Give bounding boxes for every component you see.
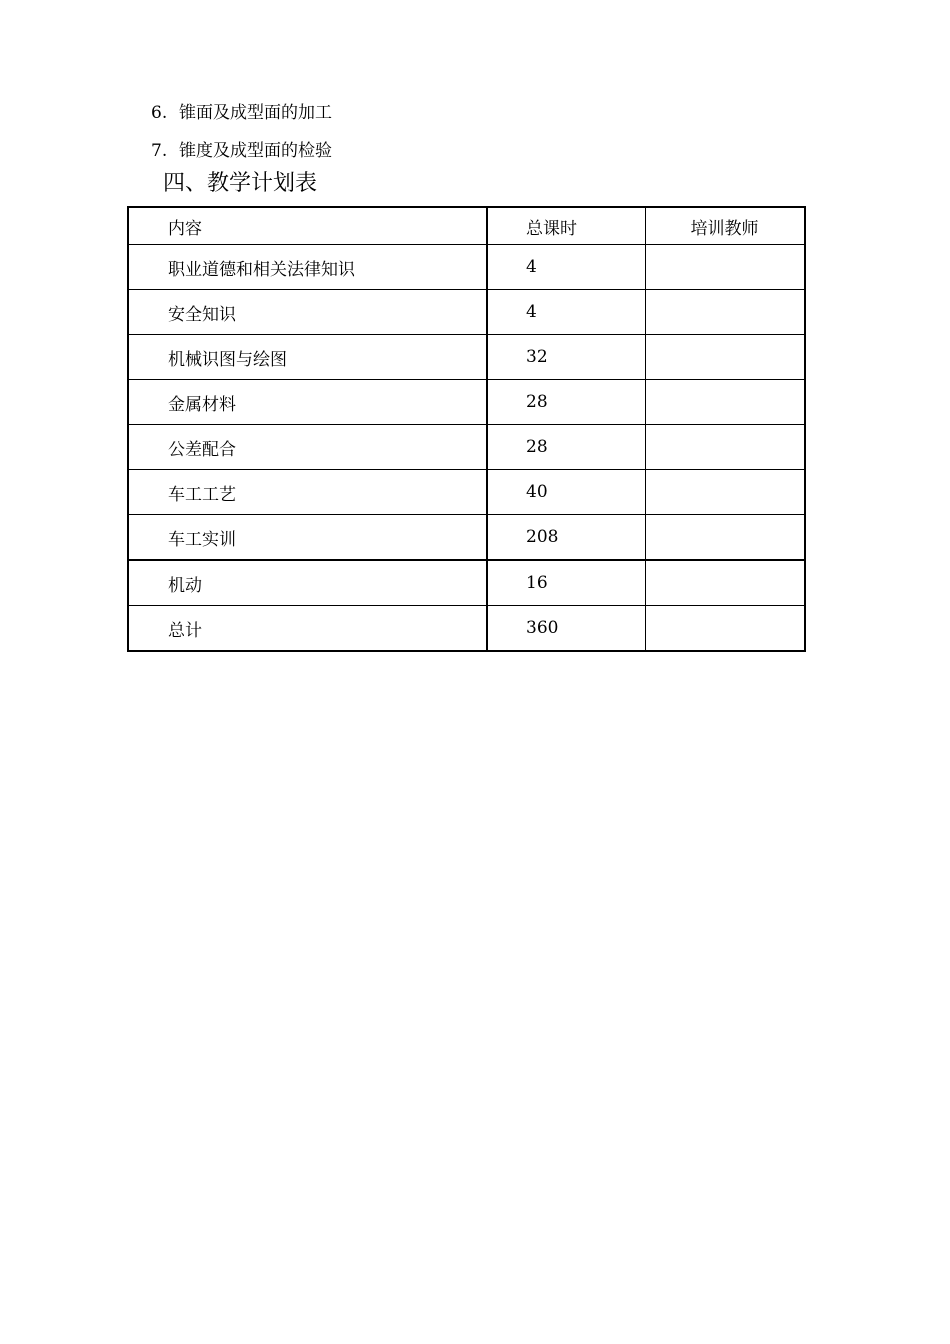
list-item: [151, 102, 332, 124]
header-content: 内容: [128, 207, 487, 245]
table-header-row: [128, 207, 805, 245]
cell-content: 车工实训: [128, 515, 487, 561]
list-item: [151, 140, 332, 162]
section-heading: 四、教学计划表: [163, 171, 318, 196]
table-row: [128, 515, 805, 561]
list-number: 6.: [151, 103, 168, 123]
table-row: [128, 470, 805, 515]
table-row: [128, 425, 805, 470]
cell-teacher: [645, 606, 805, 652]
header-hours: 总课时: [487, 207, 645, 245]
cell-teacher: [645, 335, 805, 380]
cell-hours: 28: [487, 380, 645, 425]
cell-content: 安全知识: [128, 290, 487, 335]
cell-teacher: [645, 560, 805, 606]
cell-content: 机械识图与绘图: [128, 335, 487, 380]
teaching-plan-table: [127, 206, 806, 652]
cell-teacher: [645, 515, 805, 561]
cell-teacher: [645, 380, 805, 425]
cell-hours: 28: [487, 425, 645, 470]
table-row: [128, 380, 805, 425]
list-number: 7.: [151, 141, 168, 161]
cell-content: 车工工艺: [128, 470, 487, 515]
table-row: [128, 290, 805, 335]
table-row-total: [128, 606, 805, 652]
table-row: [128, 245, 805, 290]
cell-content: 公差配合: [128, 425, 487, 470]
cell-content: 金属材料: [128, 380, 487, 425]
list-text: 锥度及成型面的检验: [179, 141, 332, 161]
cell-teacher: [645, 425, 805, 470]
cell-hours: 4: [487, 290, 645, 335]
cell-content: 职业道德和相关法律知识: [128, 245, 487, 290]
cell-teacher: [645, 290, 805, 335]
cell-content: 总计: [128, 606, 487, 652]
cell-hours: 360: [487, 606, 645, 652]
table-row: [128, 560, 805, 606]
cell-teacher: [645, 470, 805, 515]
cell-hours: 16: [487, 560, 645, 606]
cell-hours: 32: [487, 335, 645, 380]
cell-teacher: [645, 245, 805, 290]
table-row: [128, 335, 805, 380]
cell-hours: 40: [487, 470, 645, 515]
header-teacher: 培训教师: [645, 207, 805, 245]
cell-content: 机动: [128, 560, 487, 606]
cell-hours: 208: [487, 515, 645, 561]
cell-hours: 4: [487, 245, 645, 290]
list-text: 锥面及成型面的加工: [179, 103, 332, 123]
